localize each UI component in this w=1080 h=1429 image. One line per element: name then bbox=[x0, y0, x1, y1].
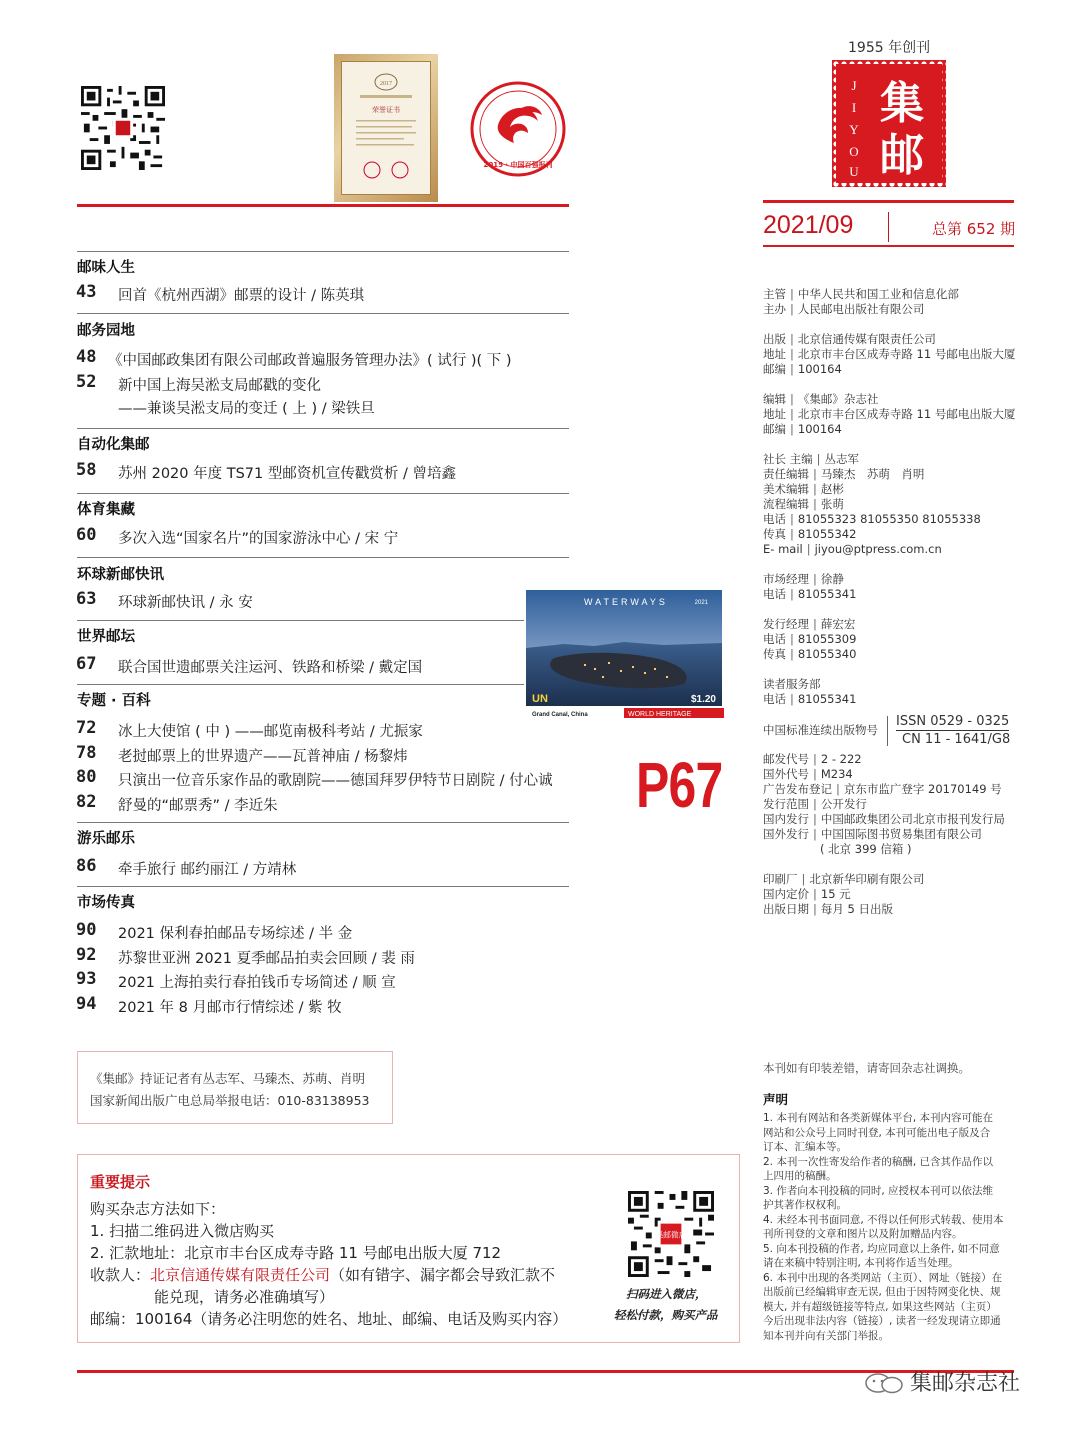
masthead-publish-date: 出版日期 | 每月 5 日出版 bbox=[763, 902, 894, 916]
declaration-line: 6. 本刊中出现的各类网站（主页）、网址（链接）在 bbox=[763, 1271, 1003, 1284]
section-title: 专题 · 百科 bbox=[77, 693, 151, 709]
logo-pinyin-o: O bbox=[849, 144, 859, 159]
top-rule bbox=[77, 204, 569, 207]
toc-entry[interactable]: 2021 年 8 月邮市行情综述 / 紫 牧 bbox=[118, 1000, 342, 1016]
masthead-publisher-postcode: 邮编 | 100164 bbox=[763, 362, 842, 376]
stamp-year: 2021 bbox=[694, 600, 708, 606]
declaration-line: 3. 作者向本刊投稿的同时, 应授权本刊可以依法维 bbox=[763, 1184, 994, 1197]
toc-page: 90 bbox=[76, 920, 97, 940]
notice-payee-line: 收款人：北京信通传媒有限责任公司（如有错字、漏字都会导致汇款不 bbox=[90, 1266, 556, 1284]
declaration-line: 刊所刊登的文章和图片以及附加赠品内容。 bbox=[763, 1228, 963, 1240]
reporter-info-box bbox=[77, 1051, 393, 1124]
logo-rule-bottom bbox=[763, 245, 1014, 247]
toc-page: 72 bbox=[76, 718, 97, 738]
reporter-line: 《集邮》持证记者有丛志军、马臻杰、苏萌、肖明 bbox=[90, 1071, 366, 1086]
declaration-line: 请在来稿中特别注明, 本刊将作适当处理。 bbox=[763, 1257, 959, 1269]
notice-title: 重要提示 bbox=[90, 1173, 151, 1191]
toc-page: 78 bbox=[76, 743, 97, 763]
masthead-publisher-address: 地址 | 北京市丰台区成寿寺路 11 号邮电出版大厦 bbox=[763, 347, 1016, 361]
toc-entry-continued[interactable]: ——兼谈吴淞支局的变迁 ( 上 ) / 梁铁旦 bbox=[118, 401, 375, 417]
declaration-title: 声明 bbox=[763, 1092, 789, 1107]
declaration-line: 1. 本刊有网站和各类新媒体平台, 本刊内容可能在 bbox=[763, 1112, 994, 1124]
since-year: 1955 年创刊 bbox=[848, 40, 931, 56]
wechat-watermark: 集邮杂志社 bbox=[910, 1371, 1021, 1396]
qr-badge-text: 集邮微店 bbox=[655, 1230, 687, 1240]
masthead-editor: 编辑 | 《集邮》杂志社 bbox=[763, 392, 879, 406]
toc-entry[interactable]: 多次入选“国家名片”的国家游泳中心 / 宋 宁 bbox=[118, 531, 399, 547]
masthead-price: 国内定价 | 15 元 bbox=[763, 887, 851, 901]
toc-page: 82 bbox=[76, 792, 97, 812]
masthead-distribution-manager: 发行经理 | 薛宏宏 bbox=[763, 617, 856, 631]
masthead-domestic-distribution: 国内发行 | 中国邮政集团公司北京市报刊发行局 bbox=[763, 812, 1005, 826]
cert-year: 2017 bbox=[380, 81, 392, 87]
masthead-distribution-phone: 电话 | 81055309 bbox=[763, 632, 857, 646]
masthead-fax: 传真 | 81055342 bbox=[763, 527, 857, 541]
stamp-un: UN bbox=[532, 693, 548, 705]
masthead-postal-code: 邮发代号 | 2 - 222 bbox=[763, 752, 862, 766]
masthead-foreign-code: 国外代号 | M234 bbox=[763, 767, 853, 781]
toc-page: 80 bbox=[76, 767, 97, 787]
stamp-price: $1.20 bbox=[690, 694, 716, 705]
section-rule bbox=[77, 620, 524, 621]
toc-entry[interactable]: 联合国世遗邮票关注运河、铁路和桥梁 / 戴定国 bbox=[118, 660, 423, 676]
logo-pinyin-u: U bbox=[849, 164, 859, 179]
toc-page: 52 bbox=[76, 372, 97, 392]
issn-separator bbox=[887, 716, 888, 746]
issn-number: ISSN 0529 - 0325 bbox=[896, 714, 1010, 729]
masthead-art-editor: 美术编辑 | 赵彬 bbox=[763, 482, 844, 496]
masthead-phone: 电话 | 81055323 81055350 81055338 bbox=[763, 512, 981, 526]
section-rule bbox=[77, 251, 569, 252]
declaration-line: 知本刊并向有关部门举报。 bbox=[763, 1329, 889, 1342]
section-title: 自动化集邮 bbox=[77, 437, 150, 453]
notice-line: 1. 扫描二维码进入微店购买 bbox=[90, 1222, 275, 1240]
toc-entry[interactable]: 牵手旅行 邮约丽江 / 方靖林 bbox=[118, 862, 297, 878]
jiyou-logo bbox=[832, 60, 946, 187]
toc-entry[interactable]: 老挝邮票上的世界遗产——瓦普神庙 / 杨黎炜 bbox=[118, 749, 408, 765]
section-title: 邮务园地 bbox=[77, 323, 135, 339]
toc-page: 94 bbox=[76, 994, 97, 1014]
logo-pinyin-y: Y bbox=[849, 122, 859, 137]
toc-page: 92 bbox=[76, 945, 97, 965]
declaration-line: 护其著作权权利。 bbox=[763, 1199, 847, 1211]
masthead-responsible-editors: 责任编辑 | 马臻杰 苏萌 肖明 bbox=[763, 467, 925, 481]
section-rule bbox=[77, 428, 569, 429]
certificate-graphic bbox=[342, 62, 430, 194]
qr-caption-line2: 轻松付款，购买产品 bbox=[614, 1308, 718, 1322]
section-title: 体育集藏 bbox=[77, 502, 135, 518]
un-waterways-stamp bbox=[524, 588, 724, 718]
notice-line: 购买杂志方法如下： bbox=[90, 1200, 226, 1218]
masthead-reader-service: 读者服务部 bbox=[763, 677, 821, 691]
issue-separator bbox=[888, 212, 889, 242]
masthead-publisher: 出版 | 北京信通传媒有限责任公司 bbox=[763, 332, 936, 346]
logo-pinyin-i: I bbox=[851, 100, 857, 115]
masthead-editor-postcode: 邮编 | 100164 bbox=[763, 422, 842, 436]
notice-line: 能兑现，请务必准确填写） bbox=[154, 1288, 335, 1306]
masthead-sponsor: 主办 | 人民邮电出版社有限公司 bbox=[763, 302, 925, 316]
masthead-printer: 印刷厂 | 北京新华印刷有限公司 bbox=[763, 872, 925, 886]
toc-page: 63 bbox=[76, 589, 97, 609]
masthead-reader-phone: 电话 | 81055341 bbox=[763, 692, 857, 706]
masthead-market-manager: 市场经理 | 徐静 bbox=[763, 572, 844, 586]
report-phone-line: 国家新闻出版广电总局举报电话：010-83138953 bbox=[90, 1093, 370, 1108]
logo-char-ji: 集 bbox=[880, 78, 924, 129]
issue-total: 总第 652 期 bbox=[932, 220, 1016, 238]
important-notice-box bbox=[77, 1154, 740, 1343]
section-rule bbox=[77, 822, 569, 823]
toc-entry[interactable]: 2021 上海拍卖行春拍钱币专场简述 / 顺 宣 bbox=[118, 975, 396, 991]
toc-page: 67 bbox=[76, 654, 97, 674]
declaration-line: 网站和公众号上同时刊登, 本刊可能出电子版及合 bbox=[763, 1126, 991, 1139]
toc-page: 43 bbox=[76, 282, 97, 302]
toc-page: 60 bbox=[76, 525, 97, 545]
wechat-shop-qr-code[interactable] bbox=[628, 1191, 714, 1277]
declaration-line: 订本、汇编本等。 bbox=[763, 1141, 847, 1153]
masthead-supervisor: 主管 | 中华人民共和国工业和信息化部 bbox=[763, 287, 959, 301]
masthead-email[interactable]: E- mail | jiyou@ptpress.com.cn bbox=[763, 542, 942, 556]
declaration-line: 2. 本刊一次性寄发给作者的稿酬, 已含其作品作以 bbox=[763, 1155, 994, 1168]
toc-entry[interactable]: 舒曼的“邮票秀” / 李近朱 bbox=[118, 798, 278, 814]
issn-label: 中国标准连续出版物号 bbox=[763, 723, 878, 737]
stamp-caption: Grand Canal, China bbox=[532, 712, 588, 718]
toc-entry[interactable]: 苏州 2020 年度 TS71 型邮资机宣传戳赏析 / 曾培鑫 bbox=[118, 466, 456, 482]
section-rule bbox=[77, 313, 569, 314]
masthead-foreign-distribution: 国外发行 | 中国国际图书贸易集团有限公司 bbox=[763, 827, 982, 841]
cert-title: 荣誉证书 bbox=[372, 106, 400, 114]
toc-entry[interactable]: 2021 保利春拍邮品专场综述 / 半 金 bbox=[118, 926, 353, 942]
declaration-line: 出版前已经编辑审查无误, 但由于因特网变化快、规 bbox=[763, 1286, 1001, 1298]
qr-code bbox=[80, 86, 166, 170]
toc-page: 86 bbox=[76, 856, 97, 876]
section-title: 市场传真 bbox=[77, 895, 135, 911]
section-title: 环球新邮快讯 bbox=[77, 567, 164, 583]
declaration-line: 上四用的稿酬。 bbox=[763, 1170, 837, 1182]
toc-entry[interactable]: 只演出一位音乐家作品的歌剧院——德国拜罗伊特节日剧院 / 付心诚 bbox=[118, 773, 553, 789]
masthead-ad-registration: 广告发布登记 | 京东市监广登字 20170149 号 bbox=[763, 782, 1002, 796]
notice-line: 邮编：100164（请务必注明您的姓名、地址、邮编、电话及购买内容） bbox=[90, 1310, 568, 1328]
honor-certificate bbox=[334, 54, 438, 202]
section-rule bbox=[77, 886, 569, 887]
logo-char-you: 邮 bbox=[880, 130, 924, 181]
qr-caption-line1: 扫码进入微店， bbox=[626, 1287, 707, 1301]
declaration-line: 4. 未经本刊书面同意, 不得以任何形式转载、使用本 bbox=[763, 1213, 1004, 1226]
toc-page: 93 bbox=[76, 969, 97, 989]
misprint-notice: 本刊如有印装差错，请寄回杂志社调换。 bbox=[763, 1061, 970, 1075]
section-title: 邮味人生 bbox=[77, 260, 135, 276]
top-100-journal-seal bbox=[470, 81, 566, 177]
masthead-distribution-fax: 传真 | 81055340 bbox=[763, 647, 857, 661]
masthead-distribution-scope: 发行范围 | 公开发行 bbox=[763, 797, 867, 811]
seal-text: 2015 · 中国百强报刊 bbox=[483, 161, 553, 169]
toc-entry[interactable]: 《中国邮政集团有限公司邮政普遍服务管理办法》( 试行 )( 下 ) bbox=[108, 353, 512, 369]
stamp-heritage: WORLD HERITAGE bbox=[628, 711, 692, 718]
toc-entry[interactable]: 回首《杭州西湖》邮票的设计 / 陈英琪 bbox=[118, 288, 365, 304]
page-reference-p67: P67 bbox=[636, 749, 723, 821]
wechat-icon bbox=[864, 1372, 904, 1394]
stamp-title: WATERWAYS bbox=[584, 597, 668, 607]
declaration-line: 今后出现非法内容（链接）, 读者一经发现请立即通 bbox=[763, 1315, 1001, 1327]
section-title: 世界邮坛 bbox=[77, 629, 135, 645]
masthead-chief: 社长 主编 | 丛志军 bbox=[763, 452, 860, 466]
section-rule bbox=[77, 684, 524, 685]
toc-page: 58 bbox=[76, 460, 97, 480]
toc-entry[interactable]: 新中国上海吴淞支局邮戳的变化 bbox=[118, 378, 321, 394]
section-title: 游乐邮乐 bbox=[77, 831, 135, 847]
declaration-line: 模大, 并有超级链接等特点, 如果这些网站（主页） bbox=[763, 1300, 997, 1313]
issue-date: 2021/09 bbox=[763, 211, 854, 239]
toc-entry[interactable]: 苏黎世亚洲 2021 夏季邮品拍卖会回顾 / 裴 雨 bbox=[118, 951, 415, 967]
declaration-line: 5. 向本刊投稿的作者, 均应同意以上条件, 如不同意 bbox=[763, 1242, 1000, 1255]
masthead-process-editor: 流程编辑 | 张萌 bbox=[763, 497, 844, 511]
notice-line: 2. 汇款地址：北京市丰台区成寿寺路 11 号邮电出版大厦 712 bbox=[90, 1244, 502, 1262]
masthead-editor-address: 地址 | 北京市丰台区成寿寺路 11 号邮电出版大厦 bbox=[763, 407, 1016, 421]
masthead-market-phone: 电话 | 81055341 bbox=[763, 587, 857, 601]
logo-pinyin-j: J bbox=[851, 78, 857, 93]
masthead-po-box: ( 北京 399 信箱 ) bbox=[820, 842, 912, 856]
toc-entry[interactable]: 冰上大使馆 ( 中 ) ——邮览南极科考站 / 尤振家 bbox=[118, 724, 423, 740]
toc-page: 48 bbox=[76, 347, 97, 367]
section-rule bbox=[77, 557, 569, 558]
cn-number: CN 11 - 1641/G8 bbox=[902, 732, 1011, 747]
logo-rule-top bbox=[763, 200, 1014, 203]
section-rule bbox=[77, 493, 569, 494]
toc-entry[interactable]: 环球新邮快讯 / 永 安 bbox=[118, 595, 253, 611]
